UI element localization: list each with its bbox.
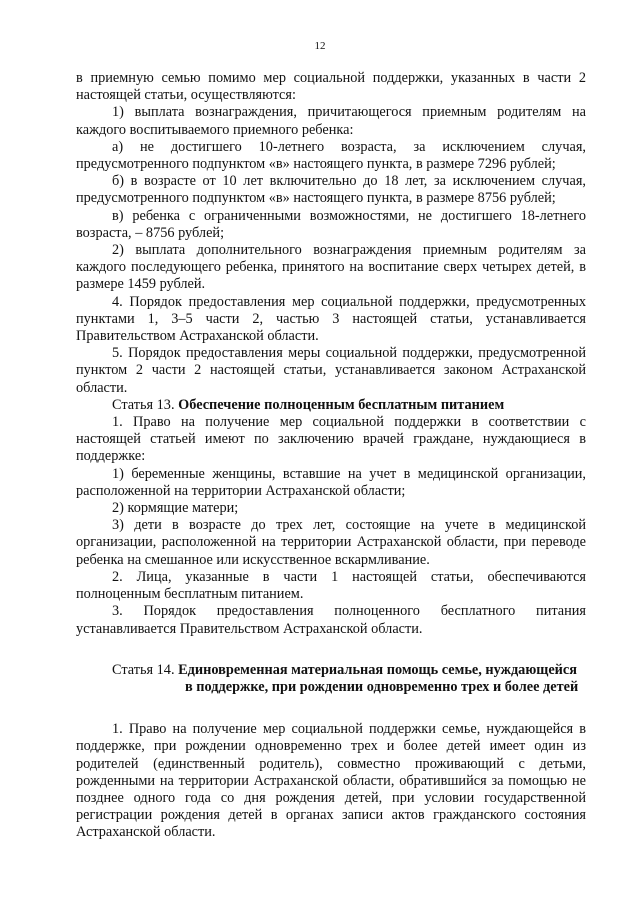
paragraph: в приемную семью помимо мер социальной поддержки, указанных в части 2 настоящей статьи, осуществляются: bbox=[76, 70, 586, 104]
paragraph: 1. Право на получение мер социальной поддержки в соответствии с настоящей статьей имеют по заключению врачей граждане, нуждающиеся в поддержке: bbox=[76, 414, 586, 465]
paragraph: 3) дети в возрасте до трех лет, состоящие на учете в медицинской организации, расположенной на территории Астраханской области, при переводе ребенка на смешанное или искусственное вскармливание. bbox=[76, 517, 586, 568]
article-13-title: Обеспечение полноценным бесплатным питанием bbox=[178, 396, 505, 413]
paragraph: в) ребенка с ограниченными возможностями, не достигшего 18-летнего возраста, – 8756 рублей; bbox=[76, 207, 586, 241]
paragraph: 1. Право на получение мер социальной поддержки семье, нуждающейся в поддержке, при рождении одновременно трех и более детей имеет один из родителей (единственный родитель), совместно проживающий с детьми, рожденными на территории Астраханской области, обратившийся за помощью не позднее одного года со дня рождения детей, при условии государственной регистрации рождения детей в органах записи актов гражданского состояния Астраханской области. bbox=[76, 721, 586, 841]
paragraph: 2) выплата дополнительного вознаграждения приемным родителям за каждого последующего ребенка, принятого на воспитание сверх четырех детей, в размере 1459 рублей. bbox=[76, 242, 586, 293]
paragraph: 2. Лица, указанные в части 1 настоящей статьи, обеспечиваются полноценным бесплатным питанием. bbox=[76, 568, 586, 603]
paragraph: а) не достигшего 10-летнего возраста, за исключением случая, предусмотренного подпунктом «в» настоящего пункта, в размере 7296 рублей; bbox=[76, 138, 586, 173]
paragraph: 3. Порядок предоставления полноценного бесплатного питания устанавливается Правительством Астраханской области. bbox=[76, 603, 586, 637]
page-number: 12 bbox=[314, 40, 326, 52]
article-14-heading-line1 bbox=[112, 662, 586, 679]
paragraph: 2) кормящие матери; bbox=[112, 500, 239, 517]
paragraph: 4. Порядок предоставления мер социальной поддержки, предусмотренных пунктами 1, 3–5 части 2, частью 3 настоящей статьи, устанавливается Правительством Астраханской области. bbox=[76, 293, 586, 345]
article-14-title-line2: в поддержке, при рождении одновременно трех и более детей bbox=[185, 678, 579, 695]
paragraph: 1) выплата вознаграждения, причитающегося приемным родителям на каждого воспитываемого приемного ребенка: bbox=[76, 104, 586, 138]
article-13-heading bbox=[76, 397, 586, 414]
paragraph: 5. Порядок предоставления меры социальной поддержки, предусмотренной пунктом 2 части 2 настоящей статьи, устанавливается законом Астраханской области. bbox=[76, 345, 586, 396]
page-content bbox=[76, 70, 586, 842]
article-14-label: Статья 14. bbox=[112, 661, 179, 678]
article-14-heading bbox=[76, 662, 586, 696]
paragraph: б) в возрасте от 10 лет включительно до 18 лет, за исключением случая, предусмотренного подпунктом «в» настоящего пункта, в размере 8756 рублей; bbox=[76, 173, 586, 207]
paragraph: 1) беременные женщины, вставшие на учет в медицинской организации, расположенной на территории Астраханской области; bbox=[76, 465, 586, 499]
article-14-title-line1: Единовременная материальная помощь семье, нуждающейся bbox=[178, 661, 577, 678]
article-13-label: Статья 13. bbox=[112, 396, 179, 413]
